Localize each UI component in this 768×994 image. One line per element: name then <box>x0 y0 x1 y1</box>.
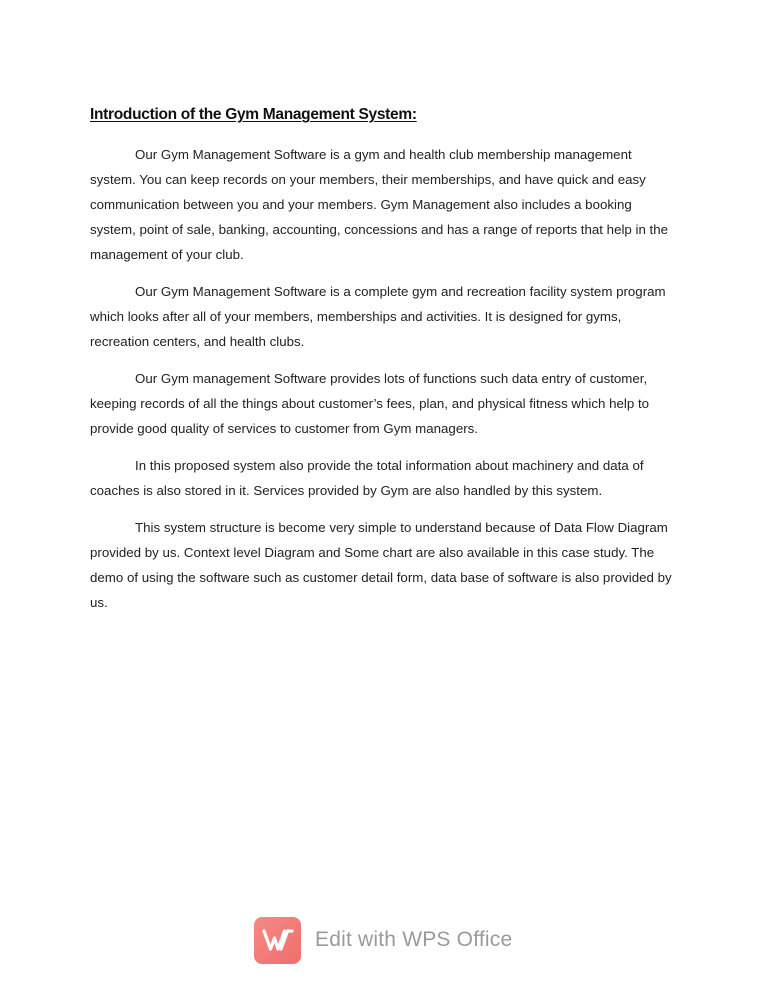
document-heading: Introduction of the Gym Management System: <box>90 106 417 123</box>
watermark-label: Edit with WPS Office <box>315 928 513 951</box>
document-body <box>90 106 680 627</box>
paragraph-4: In this proposed system also provide the total information about machinery and data of coaches is also stored in it. Services provided by Gym are also handled by this system. <box>90 458 644 498</box>
wps-watermark <box>254 916 518 964</box>
paragraph-3: Our Gym management Software provides lots of functions such data entry of customer, keeping records of all the things about customer’s fees, plan, and physical fitness which help to provide good quality of services to customer from Gym managers. <box>90 371 650 436</box>
paragraph-5: This system structure is become very simple to understand because of Data Flow Diagram provided by us. Context level Diagram and Some chart are also available in this case study. The demo of using the software such as customer detail form, data base of software is also provided by us. <box>90 520 672 610</box>
paragraph-2: Our Gym Management Software is a complete gym and recreation facility system program which looks after all of your members, memberships and activities. It is designed for gyms, recreation centers, and health clubs. <box>90 284 666 349</box>
wps-logo-icon <box>254 917 301 964</box>
paragraph-1: Our Gym Management Software is a gym and health club membership management system. You can keep records on your members, their memberships, and have quick and easy communication between you and your members. Gym Management also includes a booking system, point of sale, banking, accounting, concessions and has a range of reports that help in the management of your club. <box>90 147 669 262</box>
wps-w-glyph-icon <box>262 928 294 952</box>
